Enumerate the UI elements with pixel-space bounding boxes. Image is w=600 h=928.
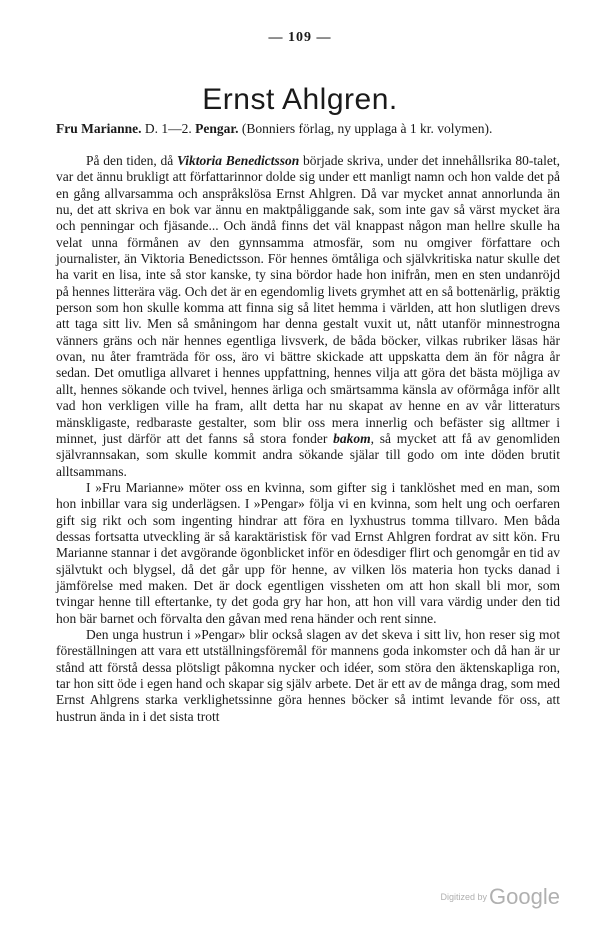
google-watermark	[441, 884, 560, 910]
book-reference	[56, 121, 560, 137]
watermark-logo: Google	[489, 884, 560, 909]
p1-emphasis: bakom	[333, 430, 371, 446]
p3-a: Den unga hustrun i »Pengar» blir också slagen av det skeva i sitt liv, hon reser sig mot föreställningen att vara ett utställningsföremål för mannens goda inkomster och då han är ur stånd att förstå dessa plötsligt påkomna nycker och idéer, som störa den äktenskapliga ron, tar hon sitt öde i egen hand och skapar sig själv arbete. Det är ett av de många drag, som med Ernst Ahlgrens starka verklighetssinne göra hennes böcker så intimt levande för oss, att hustrun ända in i det sista trott	[56, 626, 560, 724]
page-number: — 109 —	[268, 30, 332, 45]
paragraph-3	[56, 627, 560, 725]
reference-mid: D. 1—2.	[141, 121, 196, 136]
page-title: Ernst Ahlgren.	[202, 83, 398, 116]
watermark-small: Digitized by	[440, 892, 488, 902]
p1-a: På den tiden, då	[86, 153, 177, 168]
reference-title-1: Fru Marianne.	[56, 121, 142, 136]
p1-c: började skriva, under det innehållsrika 80-talet, var det ännu brukligt att författarinnor dolde sig under ett manligt namn och hon valde det på en gång allvarsamma och anspråkslösa Ernst Ahlgren. Då var mycket annat annorlunda än nu, det att skriva en bok var ännu en maktpåliggande sak, som inte gav så värst mycket ära och penningar och fjäsande... Och ändå finns det väl knappast någon man hellre skulle ha velat unna förmånen av den gynnsamma atmosfär, som nu omgiver författare och journalister, än Viktoria Benedictsson. För hennes ömtåliga och självkritiska natur skulle det ha varit en lisa, inte så stor kanske, ty sina bördor hade hon inifrån, men en sten undanröjd på hennes litterära väg. Och det är en egendomlig livets grymhet att en så bottenärlig, präktig person som hon skulle komma att finna sig så litet hemma i världen, att hon slutligen drevs att taga sitt liv. Men så småningom har denna gestalt vuxit ut, nått utanför minnestrogna vänners gräns och när hennes egentliga livsverk, de båda böcker, vilkas rubriker läsas här ovan, nu åter framträda för oss, äro vi bättre skickade att uppskatta dem än för några år sedan. Det omutliga allvaret i hennes uppfattning, hennes vilja att göra det bästa möjliga av allt, hennes sökande och tvivel, hennes ärliga och smärtsamma känsla av oförmåga inför allt vad hon verkligen ville ha fram, allt detta har nu skapat av henne en av vår litteraturs mänskligaste, redbaraste gestalter, som blir oss mera innerlig och befäster sig alltmer i minnet, just därför att det fanns så stora fonder	[56, 153, 560, 446]
reference-title-2: Pengar.	[195, 121, 239, 136]
body-text	[56, 153, 560, 725]
reference-rest: (Bonniers förlag, ny upplaga à 1 kr. volymen).	[238, 121, 493, 136]
p1-e: , så mycket att få av genomliden självrannsakan, som skulle kommit andra sökande själar till godo om inte döden brutit alltsammans.	[56, 430, 560, 479]
paragraph-2	[56, 480, 560, 627]
p2-a: I »Fru Marianne» möter oss en kvinna, som gifter sig i tanklöshet med en man, som hon inbillar vara sig underlägsen. I »Pengar» följa vi en kvinna, som helt ung och oerfaren gift sig rikt och som ingenting hindrar att föra en lyxhustrus tomma tillvaro. Men båda dessas fortsatta utveckling är så karaktäristisk för vad Ernst Ahlgren fordrat av sitt kön. Fru Marianne stannar i det avgörande ögonblicket inför en ödesdiger flirt och genomgår en tid av självtukt och blygsel, då det går upp för henne, av vilken lös materia hon tycks danad i jämförelse med maken. Det är dock egentligen vissheten om att hon skall bli mor, som tvingar henne till eftertanke, ty det goda gry har hon, att hon vill vara värdig under den tid hon bär barnet och förvalta den gåvan med rena händer och rent sinne.	[56, 479, 560, 626]
p1-author-name: Viktoria Benedictsson	[177, 153, 300, 168]
paragraph-1	[56, 153, 560, 480]
